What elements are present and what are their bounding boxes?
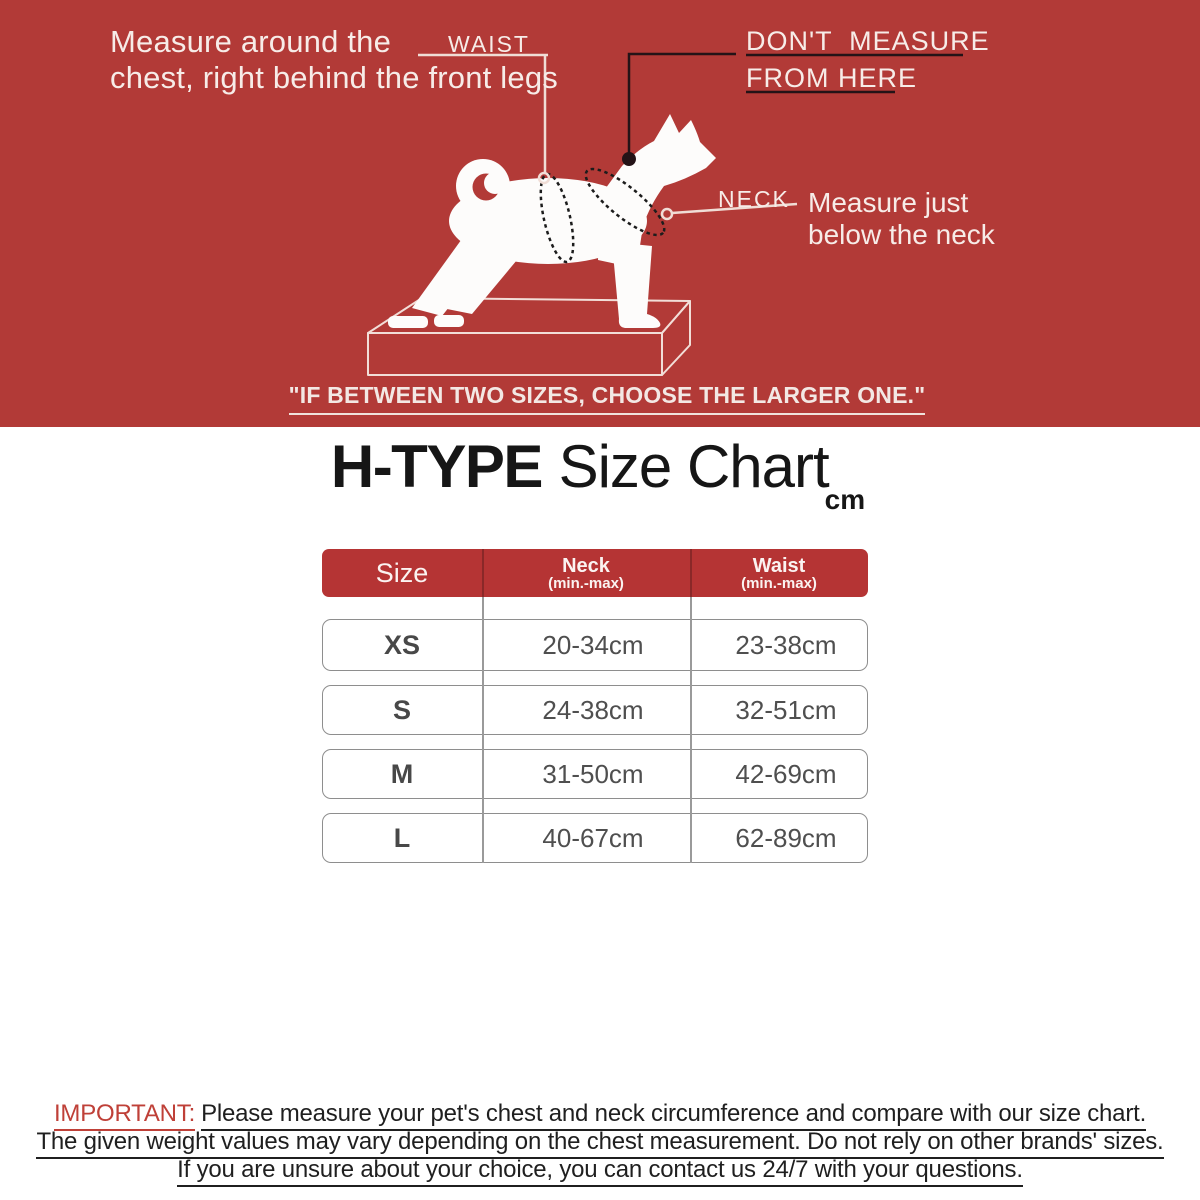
table-row-l — [322, 813, 868, 863]
note-line-1-text: Please measure your pet's chest and neck circumference and compare with our size chart. — [201, 1100, 1146, 1131]
chest-note-line1: Measure around the — [110, 24, 392, 59]
size-cell: L — [393, 822, 411, 853]
table-row-s — [322, 685, 868, 735]
dont-measure-line2: FROM HERE — [746, 63, 917, 93]
waist-label: WAIST — [448, 31, 530, 57]
title-size-chart: Size Chart — [558, 433, 829, 500]
table-row-m — [322, 749, 868, 799]
neck-cell: 31-50cm — [542, 758, 644, 789]
size-cell: S — [392, 694, 411, 725]
neck-cell: 24-38cm — [542, 694, 644, 725]
title-htype: H-TYPE — [330, 433, 542, 500]
column-divider — [690, 549, 692, 597]
dog-silhouette — [388, 114, 716, 328]
neck-note-line2: below the neck — [808, 219, 995, 250]
neck-cell: 20-34cm — [542, 629, 644, 660]
column-header-neck: Neck (min.-max) — [482, 549, 690, 597]
neck-cell: 40-67cm — [542, 822, 644, 853]
column-divider — [482, 597, 484, 863]
neck-label: NECK — [718, 186, 790, 212]
between-sizes-quote-wrap — [0, 382, 1200, 415]
size-cell: M — [390, 758, 414, 789]
note-line-1 — [0, 1100, 1200, 1128]
waist-cell: 23-38cm — [735, 629, 837, 660]
wrong-spot-dot — [622, 152, 636, 166]
waist-cell: 62-89cm — [735, 822, 837, 853]
size-cell: XS — [383, 629, 421, 660]
neck-measure-note — [808, 187, 995, 251]
column-header-size: Size — [375, 558, 429, 588]
waist-cell: 32-51cm — [735, 694, 837, 725]
column-header-waist-sub: (min.-max) — [741, 575, 817, 592]
note-line-3: If you are unsure about your choice, you can contact us 24/7 with your questions. — [0, 1156, 1200, 1184]
important-notes — [0, 1100, 1200, 1184]
title-unit: cm — [824, 484, 866, 515]
neck-marker — [662, 209, 672, 219]
neck-note-line1: Measure just — [808, 187, 969, 218]
dont-measure-line1: DON'T MEASURE — [746, 26, 990, 56]
column-divider — [690, 597, 692, 863]
hero-section — [0, 0, 1200, 427]
between-sizes-quote: "IF BETWEEN TWO SIZES, CHOOSE THE LARGER ONE." — [289, 382, 926, 415]
page-title — [0, 433, 1200, 515]
column-header-waist: Waist (min.-max) — [690, 549, 868, 597]
note-line-2: The given weight values may vary depending on the chest measurement. Do not rely on other brands' sizes. — [0, 1128, 1200, 1156]
important-label: IMPORTANT: — [54, 1100, 195, 1131]
table-row-xs — [322, 619, 868, 671]
size-chart-table — [322, 549, 868, 863]
chest-note-line2: chest, right behind the front legs — [110, 60, 558, 95]
waist-cell: 42-69cm — [735, 758, 837, 789]
column-header-neck-sub: (min.-max) — [548, 575, 624, 592]
table-header — [322, 549, 868, 597]
column-divider — [482, 549, 484, 597]
